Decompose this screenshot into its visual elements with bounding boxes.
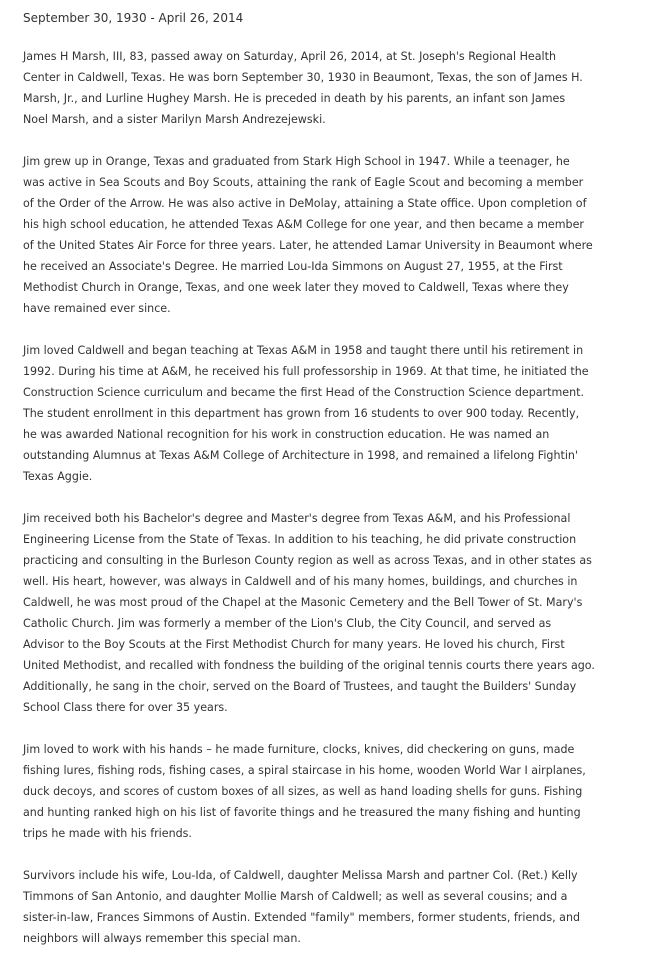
text-line: Timmons of San Antonio, and daughter Mollie Marsh of Caldwell; as well as several cousins; and a [23, 890, 568, 903]
text-line: sister-in-law, Frances Simmons of Austin. Extended "family" members, former students, friends, and [23, 911, 581, 924]
text-line: practicing and consulting in the Burleson County region as well as across Texas, and in other states as [23, 554, 592, 567]
obituary-paragraph [23, 508, 646, 718]
text-line: neighbors will always remember this special man. [23, 932, 301, 945]
text-line: of the Order of the Arrow. He was also active in DeMolay, attaining a State office. Upon completion of [23, 197, 587, 210]
text-line: he was awarded National recognition for his work in construction education. He was named an [23, 428, 550, 441]
obituary-paragraph [23, 340, 646, 487]
text-line: Methodist Church in Orange, Texas, and one week later they moved to Caldwell, Texas where they [23, 281, 569, 294]
text-line: Caldwell, he was most proud of the Chapel at the Masonic Cemetery and the Bell Tower of St. Mary's [23, 596, 583, 609]
text-line: and hunting ranked high on his list of favorite things and he treasured the many fishing and hunting [23, 806, 581, 819]
text-line: Marsh, Jr., and Lurline Hughey Marsh. He is preceded in death by his parents, an infant son James [23, 92, 566, 105]
text-line: Center in Caldwell, Texas. He was born September 30, 1930 in Beaumont, Texas, the son of James H. [23, 71, 583, 84]
text-line: Additionally, he sang in the choir, served on the Board of Trustees, and taught the Builders' Sunday [23, 680, 577, 693]
text-line: fishing lures, fishing rods, fishing cases, a spiral staircase in his home, wooden World War I airplanes, [23, 764, 586, 777]
obituary-body [23, 46, 646, 949]
text-line: Texas Aggie. [23, 470, 93, 483]
text-line: School Class there for over 35 years. [23, 701, 228, 714]
text-line: outstanding Alumnus at Texas A&M College of Architecture in 1998, and remained a lifelong Fightin' [23, 449, 579, 462]
text-line: Survivors include his wife, Lou-Ida, of Caldwell, daughter Melissa Marsh and partner Col. (Ret.) Kelly [23, 869, 578, 882]
obituary-paragraph [23, 151, 646, 319]
text-line: Construction Science curriculum and became the first Head of the Construction Science department. [23, 386, 585, 399]
text-line: trips he made with his friends. [23, 827, 192, 840]
text-line: Jim grew up in Orange, Texas and graduated from Stark High School in 1947. While a teenager, he [23, 155, 570, 168]
text-line: his high school education, he attended Texas A&M College for one year, and then became a member [23, 218, 584, 231]
text-line: The student enrollment in this department has grown from 16 students to over 900 today. Recently, [23, 407, 580, 420]
text-line: 1992. During his time at A&M, he received his full professorship in 1969. At that time, he initiated the [23, 365, 589, 378]
text-line: was active in Sea Scouts and Boy Scouts, attaining the rank of Eagle Scout and becoming a member [23, 176, 584, 189]
text-line: Engineering License from the State of Texas. In addition to his teaching, he did private construction [23, 533, 577, 546]
text-line: have remained ever since. [23, 302, 171, 315]
text-line: Noel Marsh, and a sister Marilyn Marsh Andrezejewski. [23, 113, 326, 126]
obituary-paragraph [23, 739, 646, 844]
text-line: well. His heart, however, was always in Caldwell and of his many homes, buildings, and churches in [23, 575, 578, 588]
text-line: Advisor to the Boy Scouts at the First Methodist Church for many years. He loved his church, First [23, 638, 565, 651]
text-line: duck decoys, and scores of custom boxes of all sizes, as well as hand loading shells for guns. Fishing [23, 785, 583, 798]
text-line: Jim received both his Bachelor's degree and Master's degree from Texas A&M, and his Professional [23, 512, 571, 525]
obituary-paragraph [23, 865, 646, 949]
life-dates: September 30, 1930 - April 26, 2014 [23, 11, 244, 25]
text-line: United Methodist, and recalled with fondness the building of the original tennis courts there years ago. [23, 659, 595, 672]
text-line: of the United States Air Force for three years. Later, he attended Lamar University in Beaumont where [23, 239, 593, 252]
text-line: James H Marsh, III, 83, passed away on Saturday, April 26, 2014, at St. Joseph's Regional Health [23, 50, 557, 63]
text-line: Jim loved Caldwell and began teaching at Texas A&M in 1958 and taught there until his retirement in [23, 344, 584, 357]
text-line: he received an Associate's Degree. He married Lou-Ida Simmons on August 27, 1955, at the First [23, 260, 563, 273]
text-line: Catholic Church. Jim was formerly a member of the Lion's Club, the City Council, and served as [23, 617, 552, 630]
obituary-paragraph [23, 46, 646, 130]
text-line: Jim loved to work with his hands – he made furniture, clocks, knives, did checkering on guns, made [23, 743, 575, 756]
